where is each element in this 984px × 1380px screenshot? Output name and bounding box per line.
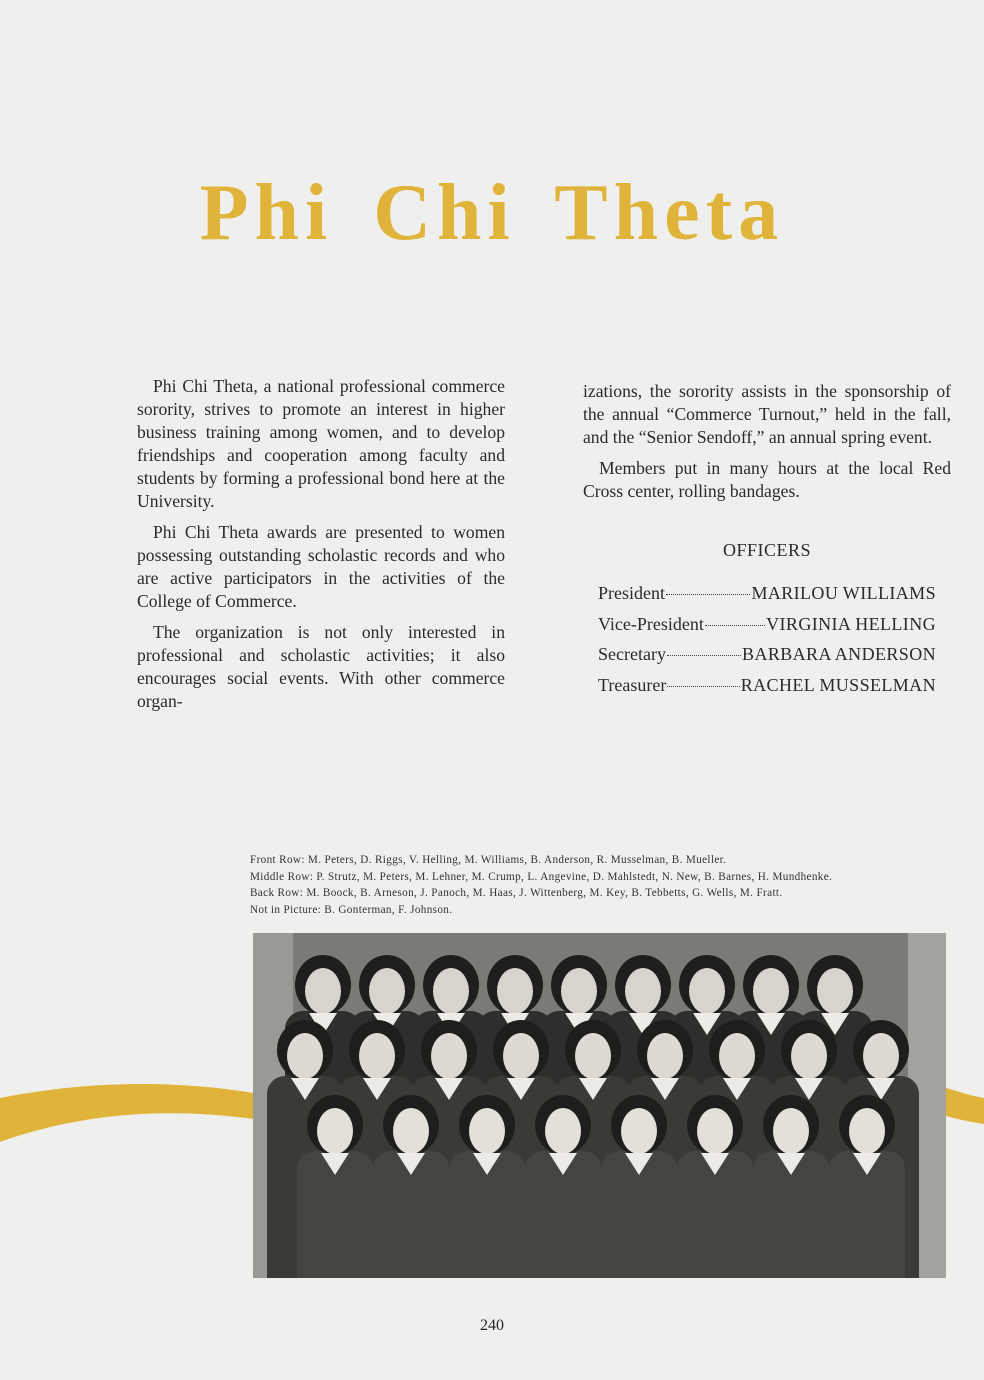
person-face xyxy=(503,1033,539,1079)
person-face xyxy=(369,968,405,1014)
paragraph-red-cross: Members put in many hours at the local Red Cross center, rolling bandages. xyxy=(583,458,951,501)
person-face xyxy=(621,1108,657,1154)
officer-name: MARILOU WILLIAMS xyxy=(751,583,936,603)
page-title: Phi Chi Theta xyxy=(199,169,785,257)
person-face xyxy=(359,1033,395,1079)
paragraph-intro: Phi Chi Theta, a national professional commerce sorority, strives to promote an interest in higher business training among women, and to develop friendships and cooperation among faculty and students by forming a professional bond here at the University. xyxy=(137,376,505,511)
officers-heading: OFFICERS xyxy=(722,540,812,560)
body-text-left-column xyxy=(137,375,505,721)
person-face xyxy=(791,1033,827,1079)
person-face xyxy=(497,968,533,1014)
officer-name: RACHEL MUSSELMAN xyxy=(740,674,936,695)
officers-list xyxy=(598,583,936,705)
dot-leader xyxy=(667,686,739,687)
person-face xyxy=(561,968,597,1014)
person-face xyxy=(625,968,661,1014)
person-face xyxy=(697,1108,733,1154)
officer-name: BARBARA ANDERSON xyxy=(742,644,936,664)
officer-role: President xyxy=(598,583,665,603)
officer-row-treasurer xyxy=(598,675,936,706)
officer-role: Treasurer xyxy=(598,674,667,695)
body-text-right-column xyxy=(583,380,951,511)
dot-leader xyxy=(667,655,741,656)
person-face xyxy=(849,1108,885,1154)
person-face xyxy=(719,1033,755,1079)
officer-role: Vice-President xyxy=(598,613,704,634)
person-face xyxy=(287,1033,323,1079)
caption-not-in-picture: Not in Picture: B. Gonterman, F. Johnson. xyxy=(250,903,453,916)
person-face xyxy=(773,1108,809,1154)
person-face xyxy=(305,968,341,1014)
officer-row-president xyxy=(598,583,936,614)
group-photo-illustration xyxy=(253,933,946,1278)
caption-middle-row: Middle Row: P. Strutz, M. Peters, M. Lehner, M. Crump, L. Angevine, D. Mahlstedt, N. New, B. Barnes, H. Mundhenke. xyxy=(250,870,833,883)
officer-row-vice-president xyxy=(598,614,936,645)
person-face xyxy=(393,1108,429,1154)
person-face xyxy=(753,968,789,1014)
person-face xyxy=(545,1108,581,1154)
person-face xyxy=(817,968,853,1014)
officer-name: VIRGINIA HELLING xyxy=(766,613,936,634)
caption-front-row: Front Row: M. Peters, D. Riggs, V. Helling, M. Williams, B. Anderson, R. Musselman, B. Mueller. xyxy=(250,854,727,866)
person-face xyxy=(317,1108,353,1154)
person-face xyxy=(689,968,725,1014)
photo-caption xyxy=(250,852,950,918)
paragraph-awards: Phi Chi Theta awards are presented to women possessing outstanding scholastic records and who are active participators in the activities of the College of Commerce. xyxy=(137,522,505,611)
page-number: 240 xyxy=(480,1317,504,1334)
group-photograph xyxy=(253,933,946,1278)
person-face xyxy=(647,1033,683,1079)
officer-row-secretary xyxy=(598,644,936,675)
paragraph-organization: The organization is not only interested in professional and scholastic activities; it also encourages social events. With other commerce organ- xyxy=(137,622,505,711)
officer-role: Secretary xyxy=(598,644,666,664)
person-face xyxy=(575,1033,611,1079)
dot-leader xyxy=(705,625,765,626)
caption-back-row: Back Row: M. Boock, B. Arneson, J. Panoch, M. Haas, J. Wittenberg, M. Key, B. Tebbetts, G. Wells, M. Fratt. xyxy=(250,887,783,899)
dot-leader xyxy=(666,594,750,595)
paragraph-continuation: izations, the sorority assists in the sponsorship of the annual “Commerce Turnout,” held in the fall, and the “Senior Sendoff,” an annual spring event. xyxy=(583,381,951,447)
person-face xyxy=(433,968,469,1014)
person-face xyxy=(863,1033,899,1079)
person-face xyxy=(431,1033,467,1079)
person-face xyxy=(469,1108,505,1154)
